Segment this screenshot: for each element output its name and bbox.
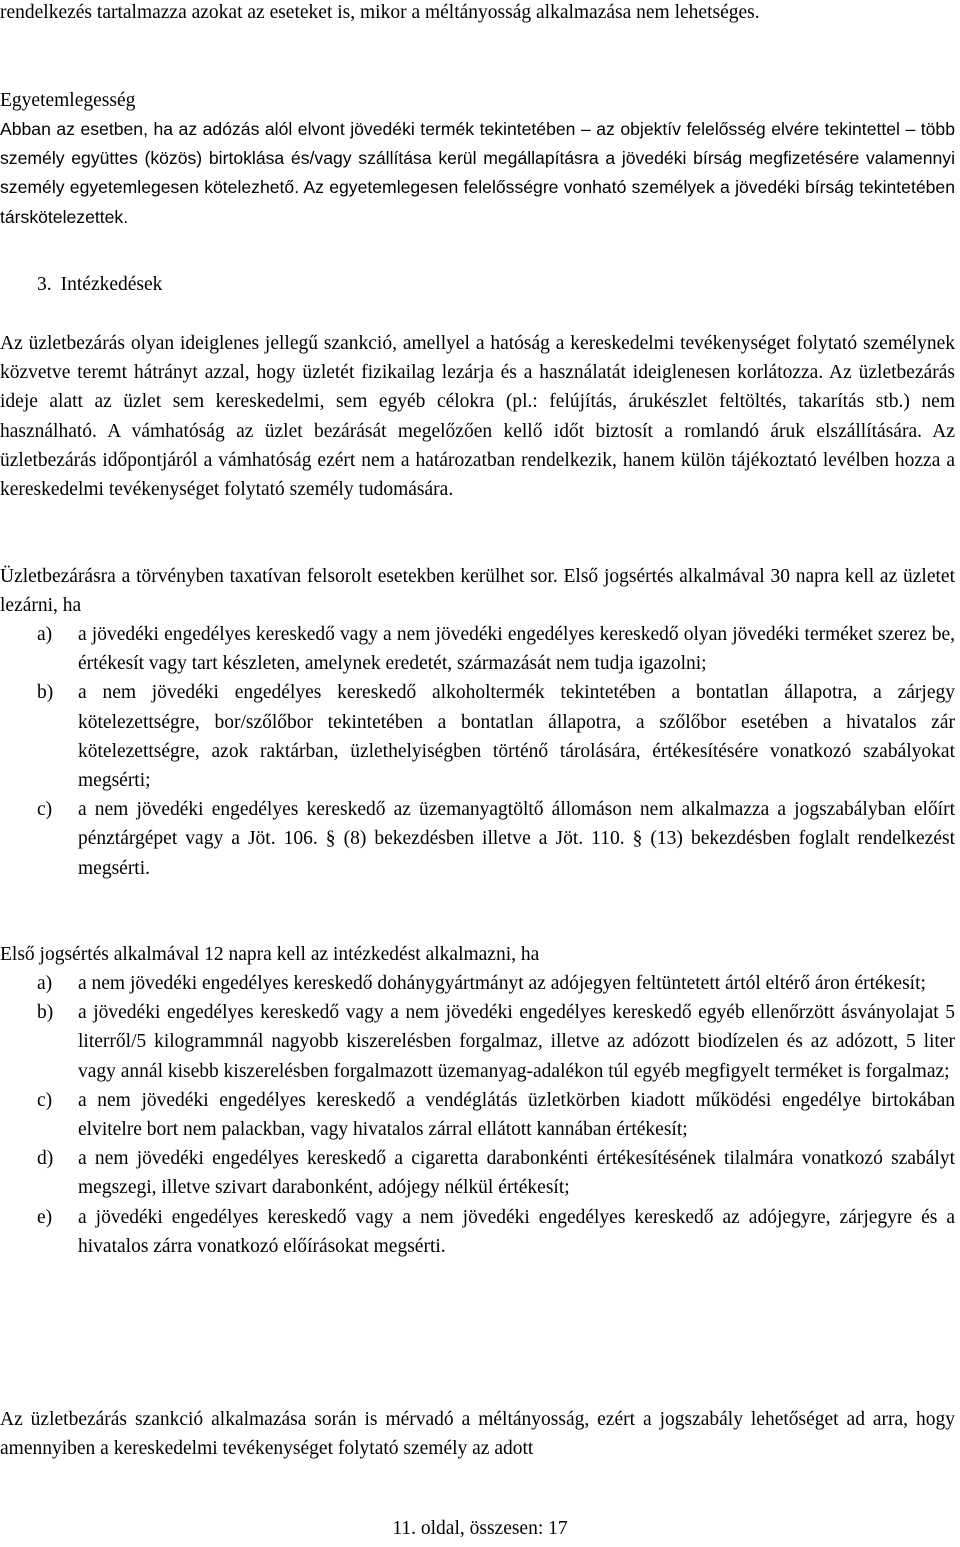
list-item-text: a jövedéki engedélyes kereskedő vagy a nem jövedéki engedélyes kereskedő olyan jövedéki terméket szerez be, értékesít vagy tart készleten, amelynek eredetét, származását nem tudja igazolni; xyxy=(78,624,955,675)
joint-liability-title: Egyetemlegesség xyxy=(0,90,136,111)
list-item-text: a nem jövedéki engedélyes kereskedő a cigaretta darabonkénti értékesítésének tilalmára vonatkozó szabályt megszegi, illetve szivart darabonként, adójegy nélkül értékesít; xyxy=(78,1148,955,1199)
closure-12-list xyxy=(0,969,955,1261)
section-title: Intézkedések xyxy=(60,274,163,295)
joint-liability-paragraph: Abban az esetben, ha az adózás alól elvont jövedéki termék tekintetében – az objektív felelősség elvére tekintettel – több személy együttes (közös) birtoklása és/vagy szállítása kerül megállapításra a jövedéki bírság megfizetésére valamennyi személy egyetemlegesen kötelezhető. Az egyetemlegesen felelősségre vonható személyek a jövedéki bírság tekintetében társkötelezettek. xyxy=(0,119,955,227)
page-footer: 11. oldal, összesen: 17 xyxy=(392,1518,568,1539)
list-item xyxy=(0,1203,955,1261)
list-item-text: a nem jövedéki engedélyes kereskedő a vendéglátás üzletkörben kiadott működési engedélye birtokában elvitelre bort nem palackban, vagy hivatalos zárral ellátott kannában értékesít; xyxy=(78,1089,955,1141)
list-item-text: a jövedéki engedélyes kereskedő vagy a nem jövedéki engedélyes kereskedő egyéb ellenőrzött ásványolajat 5 literről/5 kilogrammnál nagyobb kiszerelésben forgalmaz, illetve az adózott biodízelen és az adózott, 5 liter vagy annál kisebb kiszerelésben forgalmazott üzemanyag-adalékon túl egyéb megfigyelt terméket is forgalmaz; xyxy=(78,1002,955,1082)
list-item xyxy=(0,795,955,883)
list-item xyxy=(0,620,955,678)
list-marker: a) xyxy=(37,973,53,994)
list-marker: b) xyxy=(37,1002,54,1024)
list-item xyxy=(0,678,955,795)
list-item-text: a nem jövedéki engedélyes kereskedő dohánygyártmányt az adójegyen feltüntetett ártól eltérő áron értékesít; xyxy=(78,973,926,994)
list-item xyxy=(0,969,955,998)
list-item xyxy=(0,998,955,1086)
section-number: 3. xyxy=(37,274,52,295)
list-marker: d) xyxy=(37,1148,54,1170)
list-marker: b) xyxy=(37,682,54,704)
closure-12-intro: Első jogsértés alkalmával 12 napra kell az intézkedést alkalmazni, ha xyxy=(0,944,540,965)
closure-intro-paragraph: Az üzletbezárás olyan ideiglenes jellegű szankció, amellyel a hatóság a kereskedelmi tevékenységet folytató személynek közvetve teremt hátrányt azzal, hogy üzletét fizikailag lezárja és a használatát ideiglenesen korlátozza. Az üzletbezárás ideje alatt az üzlet sem kereskedelmi, sem egyéb célokra (pl.: felújítás, árukészlet feltöltés, takarítás stb.) nem használható. A vámhatóság az üzlet bezárását megelőzően kellő időt biztosít a romlandó áruk elszállítására. Az üzletbezárás időpontjáról a vámhatóság ezért nem a határozatban rendelkezik, hanem külön tájékoztató levélben hozza a kereskedelmi tevékenységet folytató személy tudomására. xyxy=(0,333,955,501)
list-item-text: a jövedéki engedélyes kereskedő vagy a nem jövedéki engedélyes kereskedő az adójegyre, zárjegyre és a hivatalos zárra vonatkozó előírásokat megsérti. xyxy=(78,1206,955,1257)
list-marker: c) xyxy=(37,799,53,821)
list-marker: e) xyxy=(37,1206,53,1228)
closure-30-list xyxy=(0,620,955,883)
list-marker: c) xyxy=(37,1089,53,1111)
list-marker: a) xyxy=(37,624,53,645)
list-item xyxy=(0,1086,955,1144)
closure-30-intro: Üzletbezárásra a törvényben taxatívan felsorolt esetekben kerülhet sor. Első jogsértés alkalmával 30 napra kell az üzletet lezárni, ha xyxy=(0,566,955,617)
list-item-text: a nem jövedéki engedélyes kereskedő az üzemanyagtöltő állomáson nem alkalmazza a jogszabályban előírt pénztárgépet vagy a Jöt. 106. § (8) bekezdésben illetve a Jöt. 110. § (13) bekezdésben foglalt rendelkezést megsérti. xyxy=(78,799,955,879)
list-item-text: a nem jövedéki engedélyes kereskedő alkoholtermék tekintetében a bontatlan állapotra, a zárjegy kötelezettségre, bor/szőlőbor tekintetében a bontatlan állapotra, a szőlőbor esetében a hivatalos zár kötelezettségre, azok raktárban, üzlethelyiségben történő tárolására, értékesítésére vonatkozó szabályokat megsérti; xyxy=(78,682,955,792)
intro-fragment: rendelkezés tartalmazza azokat az eseteket is, mikor a méltányosság alkalmazása nem lehetséges. xyxy=(0,2,760,23)
list-item xyxy=(0,1144,955,1202)
section-heading xyxy=(37,270,162,299)
closure-equity-paragraph: Az üzletbezárás szankció alkalmazása során is mérvadó a méltányosság, ezért a jogszabály lehetőséget ad arra, hogy amennyiben a kereskedelmi tevékenységet folytató személy az adott xyxy=(0,1409,955,1460)
